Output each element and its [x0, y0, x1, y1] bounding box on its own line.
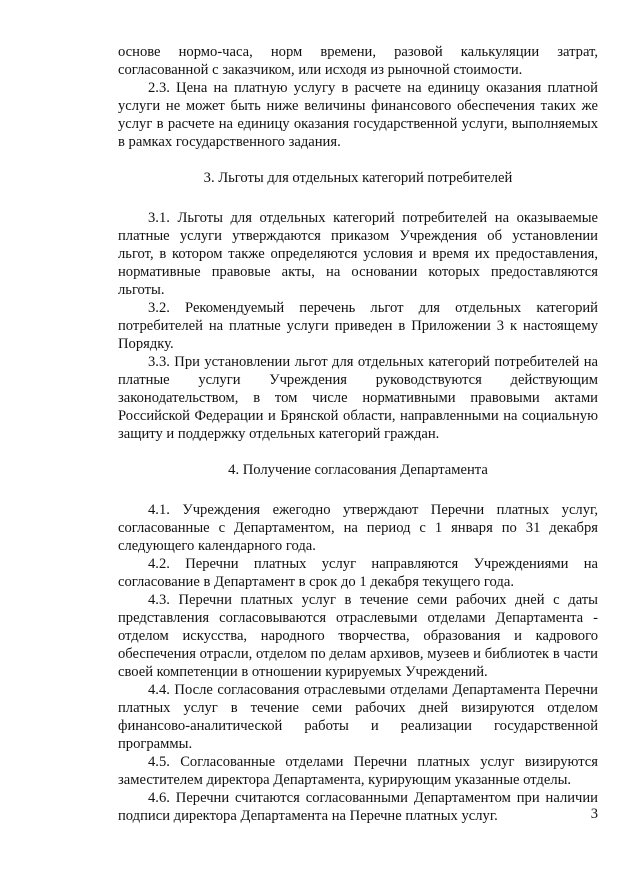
paragraph-4-3: 4.3. Перечни платных услуг в течение семи рабочих дней с даты представления согласовываются отраслевыми отделами Департамента - отделом искусства, народного творчества, образования и кадрового обеспечения отрасли, отделом по делам архивов, музеев и библиотек в части своей компетенции в отношении курируемых Учреждений.: [118, 592, 598, 680]
paragraph-4-4: 4.4. После согласования отраслевыми отделами Департамента Перечни платных услуг в течение семи рабочих дней визируются отделом финансово-аналитической работы и реализации государственной программы.: [118, 682, 598, 752]
paragraph-2-3: 2.3. Цена на платную услугу в расчете на единицу оказания платной услуги не может быть ниже величины финансового обеспечения таких же услуг в расчете на единицу оказания государственной услуги, выполняемых в рамках государственного задания.: [118, 80, 598, 150]
paragraph-continuation: основе нормо-часа, норм времени, разовой калькуляции затрат, согласованной с заказчиком, или исходя из рыночной стоимости.: [118, 44, 598, 78]
section-3-heading: 3. Льготы для отдельных категорий потребителей: [203, 170, 513, 186]
page-body: [118, 43, 598, 825]
paragraph-4-6: 4.6. Перечни считаются согласованными Департаментом при наличии подписи директора Департамента на Перечне платных услуг.: [118, 790, 598, 824]
page-number: 3: [590, 806, 598, 822]
paragraph-4-1: 4.1. Учреждения ежегодно утверждают Перечни платных услуг, согласованные с Департаментом, на период с 1 января по 31 декабря следующего календарного года.: [118, 502, 598, 554]
paragraph-4-5: 4.5. Согласованные отделами Перечни платных услуг визируются заместителем директора Департамента, курирующим указанные отделы.: [118, 754, 598, 788]
paragraph-4-2: 4.2. Перечни платных услуг направляются Учреждениями на согласование в Департамент в срок до 1 декабря текущего года.: [118, 556, 598, 590]
paragraph-3-1: 3.1. Льготы для отдельных категорий потребителей на оказываемые платные услуги утверждаются приказом Учреждения об установлении льгот, в котором также определяются условия и время их предоставления, нормативные правовые акты, на основании которых предоставляются льготы.: [118, 210, 598, 298]
paragraph-3-3: 3.3. При установлении льгот для отдельных категорий потребителей на платные услуги Учреждения руководствуются действующим законодательством, в том числе нормативными правовыми актами Российской Федерации и Брянской области, направленными на социальную защиту и поддержку отдельных категорий граждан.: [118, 354, 598, 442]
paragraph-3-2: 3.2. Рекомендуемый перечень льгот для отдельных категорий потребителей на платные услуги приведен в Приложении 3 к настоящему Порядку.: [118, 300, 598, 352]
section-4-heading: 4. Получение согласования Департамента: [228, 462, 488, 478]
